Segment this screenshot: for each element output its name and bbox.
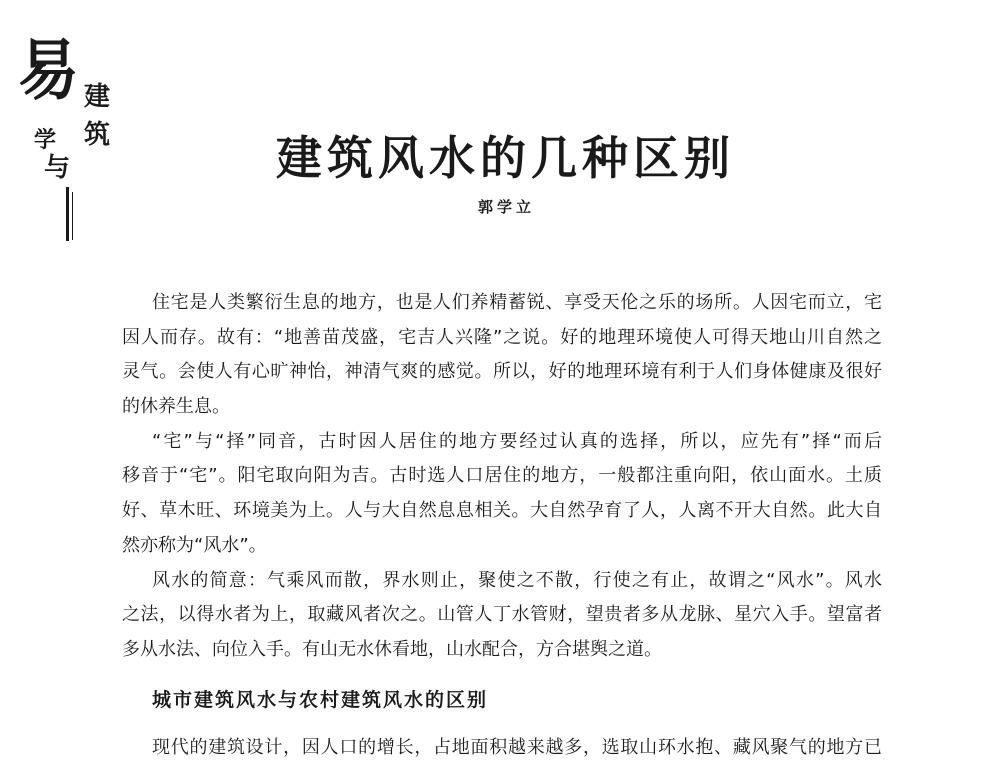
logo-rule-thin: [72, 192, 73, 240]
logo-char-jian: 建: [84, 82, 111, 112]
article-body: [122, 286, 882, 668]
article-title: 建筑风水的几种区别: [276, 131, 735, 185]
paragraph-line: 移音于“宅”。阳宅取向阳为吉。古时选人口居住的地方，一般都注重向阳，依山面水。土质: [122, 465, 882, 487]
paragraph-line: 好、草木旺、环境美为上。人与大自然息息相关。大自然孕育了人，人离不开大自然。此大自: [122, 500, 882, 522]
paragraph-line: 住宅是人类繁衍生息的地方，也是人们养精蓄锐、享受天伦之乐的场所。人因宅而立，宅: [152, 292, 882, 313]
paragraph: [122, 564, 882, 668]
section-paragraph-line: 现代的建筑设计，因人口的增长，占地面积越来越多，选取山环水抱、藏风聚气的地方已: [152, 737, 882, 758]
logo-char-yi: 易: [18, 31, 79, 109]
paragraph-line: “宅”与“择”同音，古时因人居住的地方要经过认真的选择，所以，应先有”择“而后: [152, 430, 882, 452]
paragraph-line: 多从水法、向位入手。有山无水休看地，山水配合，方合堪舆之道。: [122, 638, 662, 660]
paragraph-line: 然亦称为“风水”。: [122, 534, 267, 556]
paragraph: [122, 425, 882, 564]
paragraph: [122, 286, 882, 425]
paragraph-line: 之法，以得水者为上，取藏风者次之。山管人丁水管财，望贵者多从龙脉、星穴入手。望富者: [122, 604, 882, 626]
paragraph-line: 风水的简意：气乘风而散，界水则止，聚使之不散，行使之有止，故谓之“风水”。风水: [152, 569, 882, 591]
paragraph-line: 灵气。会使人有心旷神怡，神清气爽的感觉。所以，好的地理环境有利于人们身体健康及很好: [122, 361, 882, 383]
paragraph-line: 的休养生息。: [122, 396, 230, 418]
section-heading: 城市建筑风水与农村建筑风水的区别: [152, 689, 489, 711]
logo-char-yu: 与: [44, 153, 71, 183]
logo-rule-thick: [66, 187, 69, 241]
paragraph-line: 因人而存。故有：“地善苗茂盛，宅吉人兴隆”之说。好的地理环境使人可得天地山川自然之: [122, 326, 882, 348]
logo-char-xue: 学: [34, 127, 57, 153]
logo-char-zhu: 筑: [84, 120, 111, 150]
column-logo: [0, 0, 130, 250]
article-author: 郭学立: [478, 198, 536, 216]
